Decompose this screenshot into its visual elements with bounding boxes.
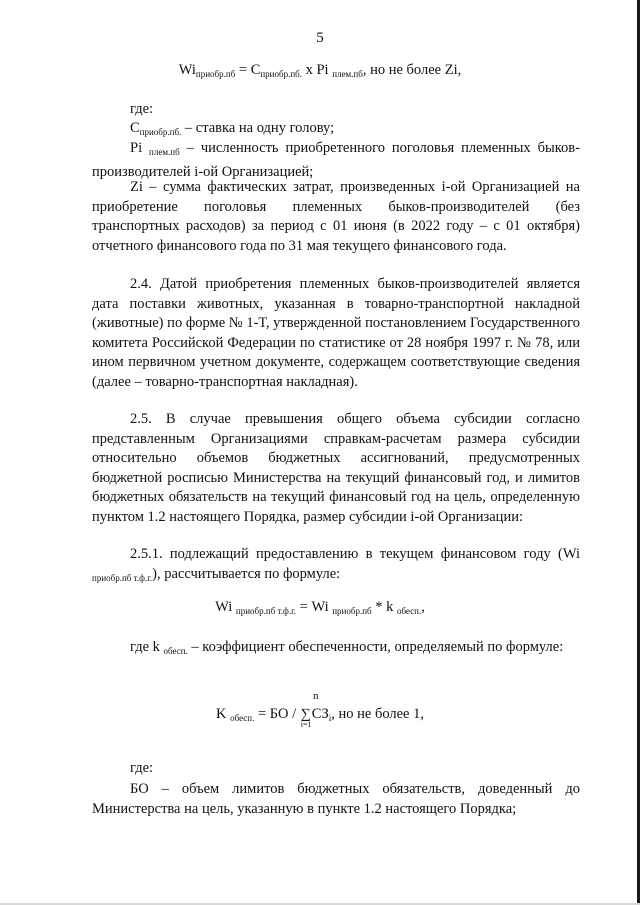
formula-term: x Pi [305, 62, 329, 78]
definition-rate [130, 120, 618, 137]
formula-term: K [216, 706, 227, 722]
definition-subscript: обесп. [163, 646, 188, 656]
formula-term: Wi [178, 62, 196, 78]
definition-lead: где k [130, 639, 160, 655]
formula-subsidy-amount: $Wi_{приобр.пб} = С_{приобр.пб.}$ x Pi $_{плем.пб}$, но не более Zi, [178, 62, 462, 79]
paragraph-subscript: приобр.пб т.ф.г. [92, 572, 153, 583]
formula-term: , но не более 1, [331, 706, 424, 722]
definition-text: – коэффициент обеспеченности, определяемый по формуле: [187, 639, 564, 655]
where-label: где: [130, 760, 154, 776]
definition-text: – ставка на одну голову; [181, 120, 335, 136]
sigma-glyph: ∑ [300, 707, 311, 722]
where-label: где: [130, 101, 154, 117]
paragraph-2-5-1 [92, 545, 580, 588]
paragraph-2-4: 2.4. Датой приобретения племенных быков-производителей является дата поставки животных, указанная в товарно-транспортной накладной (животные) по форме № 1-Т, утвержденной постановлением Государственного комитета Российской Федерации по статистике от 28 ноября 1997 г. № 78, или ином первичном учетном документе, содержащем соответствующие сведения (далее – товарно-транспортная накладная). [92, 276, 580, 390]
definition-costs: Zi – сумма фактических затрат, произведенных i-ой Организацией на приобретение поголовья племенных быков-производителей (без транспортных расходов) за период с 01 июня (в 2022 году – с 01 октября) отчетного финансового года по 31 мая текущего финансового года. [92, 179, 580, 254]
paragraph-text: ), рассчитывается по формуле: [152, 565, 341, 582]
definition-text: – численность приобретенного поголовья племенных быков-производителей i-ой Организацией; [92, 140, 580, 180]
formula-term: * k [375, 599, 394, 615]
paragraph-text: 2.5.1. подлежащий предоставлению в текущем финансовом году (Wi [130, 546, 580, 562]
formula-subscript: приобр.пб. [260, 69, 302, 79]
formula-subscript: обесп. [396, 606, 422, 616]
definition-symbol: С [130, 120, 140, 136]
formula-term: , [421, 599, 425, 615]
definition-subscript: приобр.пб. [139, 127, 182, 137]
definition-budget-limits: БО – объем лимитов бюджетных обязательств, доведенный до Министерства на цель, указанную в пункте 1.2 настоящего Порядка; [92, 781, 580, 817]
formula-term: С [250, 62, 261, 78]
formula-subscript: обесп. [230, 713, 255, 723]
formula-subscript: i [328, 713, 332, 723]
formula-term: = Wi [299, 599, 329, 615]
formula-subscript: приобр.пб [332, 606, 372, 616]
formula-subscript: приобр.пб т.ф.г. [235, 606, 297, 616]
formula-term: = БО / [258, 706, 297, 722]
formula-subscript: плем.пб [332, 69, 363, 79]
formula-subscript: приобр.пб [195, 69, 236, 79]
formula-term: , но не более Zi, [362, 62, 462, 78]
summation-sign [300, 707, 312, 729]
coefficient-definition [92, 638, 580, 662]
sum-upper-limit: n [313, 690, 319, 702]
formula-term: СЗ [311, 706, 329, 722]
formula-coefficient-line [0, 706, 640, 729]
definition-subscript: плем.пб [149, 147, 180, 157]
page-number: 5 [316, 30, 324, 46]
definition-symbol: Pi [130, 140, 143, 156]
sum-lower-limit: i=1 [300, 720, 312, 729]
formula-term: Wi [215, 599, 233, 615]
formula-current-year-subsidy [0, 599, 640, 616]
definition-headcount [92, 139, 580, 182]
paragraph-2-5: 2.5. В случае превышения общего объема субсидии согласно представленным Организациями справкам-расчетам размера субсидии относительно объемов бюджетных ассигнований, предусмотренных бюджетной росписью Министерства на текущий финансовый год, и лимитов бюджетных обязательств на текущий финансовый год на цель, определенную пунктом 1.2 настоящего Порядка, размер субсидии i-ой Организации: [92, 411, 580, 525]
